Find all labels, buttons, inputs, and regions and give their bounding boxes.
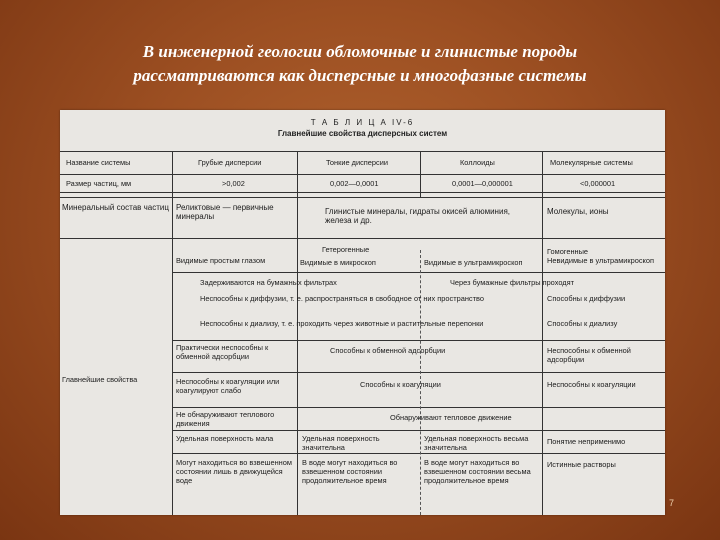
prop-mol-visible: Невидимые в ультрамикроскоп (547, 256, 654, 265)
col-rule-4 (542, 151, 543, 515)
size-label: Размер частиц, мм (66, 179, 132, 188)
slide-title-line-2: рассматриваются как дисперсные и многофазные системы (133, 66, 587, 85)
prop-diffusion: Способны к диффузии (547, 294, 626, 303)
prop-dialysis: Способны к диализу (547, 319, 618, 328)
prop-coarse-heat: Не обнаруживают теплового движения (176, 410, 275, 428)
table-caption: Т А Б Л И Ц А IV-6 (310, 118, 415, 127)
size-coarse: >0,002 (222, 179, 245, 188)
prop-no-exchange: Неспособны к обменной адсорбции (547, 346, 631, 364)
prop-heat: Обнаруживают тепловое движение (390, 413, 512, 422)
composition-label: Минеральный состав частиц (62, 203, 169, 212)
rule-heat (172, 430, 665, 431)
rule-visible (172, 272, 665, 273)
size-molecular: <0,000001 (580, 179, 616, 188)
header-coarse: Грубые дисперсии (198, 158, 262, 167)
prop-fine-susp: В воде могут находиться во взвешенном состоянии продолжительное время (302, 458, 398, 485)
header-molecular: Молекулярные системы (550, 158, 633, 167)
prop-retained-paper: Задерживаются на бумажных фильтрах (200, 278, 337, 287)
prop-coarse-surface: Удельная поверхность мала (176, 434, 274, 443)
prop-no-coag: Неспособны к коагуляции (547, 380, 636, 389)
rule-coagulation (172, 407, 665, 408)
rule-dialysis (172, 340, 665, 341)
rule-header (60, 174, 665, 175)
prop-colloid-susp: В воде могут находиться во взвешенном состоянии весьма продолжительное время (424, 458, 531, 485)
col-rule-2 (297, 151, 298, 515)
prop-coarse-exchange: Практически неспособны к обменной адсорбции (176, 343, 269, 361)
prop-mol-susp: Истинные растворы (547, 460, 616, 469)
prop-pass-paper: Через бумажные фильтры проходят (450, 278, 574, 287)
header-colloids: Коллоиды (460, 158, 495, 167)
composition-coarse: Реликтовые — первичные минералы (176, 203, 274, 221)
prop-coarse-visible: Видимые простым глазом (176, 256, 266, 265)
prop-no-dialysis: Неспособны к диализу, т. е. проходить через животные и растительные перепонки (200, 319, 484, 328)
rule-exchange (172, 372, 665, 373)
prop-no-diffusion: Неспособны к диффузии, т. е. распространяться в свободное от них пространство (200, 294, 484, 303)
size-fine: 0,002—0,0001 (330, 179, 379, 188)
prop-coarse-coag: Неспособны к коагуляции или коагулируют слабо (176, 377, 280, 395)
slide-title-line-1: В инженерной геологии обломочные и глинистые породы (142, 42, 578, 61)
rule-size (60, 192, 665, 193)
prop-mol-surface: Понятие неприменимо (547, 437, 626, 446)
page-number: 7 (669, 498, 675, 508)
slide-title (40, 40, 680, 88)
rule-top (60, 151, 665, 152)
prop-fine-surface: Удельная поверхность значительна (302, 434, 380, 452)
rule-composition (60, 238, 665, 239)
rule-surface (172, 453, 665, 454)
col-rule-3 (420, 151, 421, 197)
scanned-table (60, 110, 665, 515)
prop-fine-visible: Видимые в микроскоп (300, 258, 376, 267)
size-colloids: 0,0001—0,000001 (452, 179, 513, 188)
prop-coarse-susp: Могут находиться во взвешенном состоянии лишь в движущейся воде (176, 458, 292, 485)
prop-coag: Способны к коагуляции (360, 380, 441, 389)
prop-homogeneous: Гомогенные (547, 247, 589, 256)
table-subtitle: Главнейшие свойства дисперсных систем (277, 129, 448, 138)
prop-heterogeneous: Гетерогенные (322, 245, 370, 254)
prop-colloid-visible: Видимые в ультрамикроскоп (424, 258, 523, 267)
header-fine: Тонкие дисперсии (326, 158, 388, 167)
header-name: Название системы (66, 158, 131, 167)
properties-label: Главнейшие свойства (62, 375, 138, 384)
col-rule-1 (172, 151, 173, 515)
composition-fine-colloid: Глинистые минералы, гидраты окисей алюминия, железа и др. (325, 207, 510, 225)
prop-colloid-surface: Удельная поверхность весьма значительна (424, 434, 529, 452)
prop-exchange: Способны к обменной адсорбции (330, 346, 446, 355)
rule-size-double (60, 197, 665, 198)
composition-molecular: Молекулы, ионы (547, 207, 609, 216)
